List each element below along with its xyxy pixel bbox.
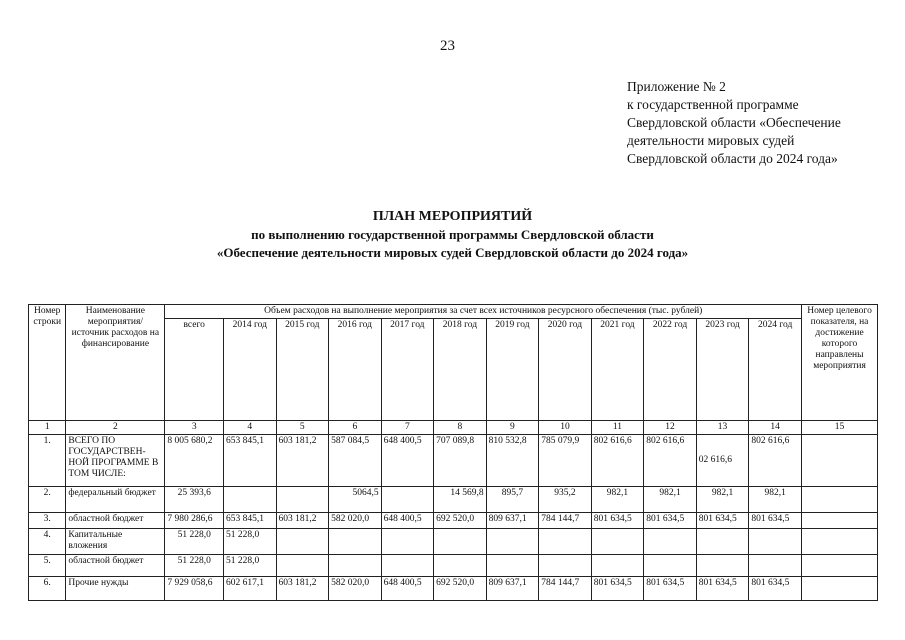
row-number: 5. xyxy=(29,555,66,577)
row-value: 14 569,8 xyxy=(434,487,487,513)
row-value xyxy=(749,555,802,577)
header-name: Наименование мероприятия/ источник расходов на финансирование xyxy=(66,305,165,421)
row-name: Прочие нужды xyxy=(66,577,165,601)
row-value: 809 637,1 xyxy=(486,577,539,601)
column-number: 15 xyxy=(802,421,878,435)
appendix-block xyxy=(627,78,841,168)
appendix-line: Свердловской области до 2024 года» xyxy=(627,151,838,166)
header-year: 2015 год xyxy=(276,319,329,421)
header-total: всего xyxy=(165,319,224,421)
row-value xyxy=(434,555,487,577)
appendix-line: Свердловской области «Обеспечение xyxy=(627,115,841,130)
row-value: 648 400,5 xyxy=(381,577,434,601)
column-number-row xyxy=(29,421,878,435)
row-value: 801 634,5 xyxy=(749,513,802,529)
header-year: 2023 год xyxy=(696,319,749,421)
header-year: 2017 год xyxy=(381,319,434,421)
row-name: ВСЕГО ПО ГОСУДАРСТВЕН-НОЙ ПРОГРАММЕ В ТОМ ЧИСЛЕ: xyxy=(66,435,165,487)
row-name: областной бюджет xyxy=(66,555,165,577)
row-value: 5064,5 xyxy=(329,487,382,513)
row-value xyxy=(486,529,539,555)
row-value: 648 400,5 xyxy=(381,435,434,487)
row-value: 801 634,5 xyxy=(644,513,697,529)
row-value: 25 393,6 xyxy=(165,487,224,513)
row-value xyxy=(381,529,434,555)
row-value: 801 634,5 xyxy=(591,513,644,529)
row-value xyxy=(276,529,329,555)
appendix-line: к государственной программе xyxy=(627,97,799,112)
row-value: 692 520,0 xyxy=(434,577,487,601)
row-value xyxy=(591,555,644,577)
row-value xyxy=(539,555,592,577)
row-value: 51 228,0 xyxy=(165,529,224,555)
row-value: 982,1 xyxy=(644,487,697,513)
row-value: 801 634,5 xyxy=(696,577,749,601)
header-year: 2016 год xyxy=(329,319,382,421)
row-target xyxy=(802,555,878,577)
column-number: 8 xyxy=(434,421,487,435)
row-value: 8 005 680,2 xyxy=(165,435,224,487)
row-value xyxy=(329,555,382,577)
row-value: 582 020,0 xyxy=(329,577,382,601)
row-number: 1. xyxy=(29,435,66,487)
row-value xyxy=(644,555,697,577)
column-number: 12 xyxy=(644,421,697,435)
row-value: 51 228,0 xyxy=(224,529,277,555)
row-value: 603 181,2 xyxy=(276,577,329,601)
header-year: 2018 год xyxy=(434,319,487,421)
row-target xyxy=(802,487,878,513)
row-value: 602 617,1 xyxy=(224,577,277,601)
column-number: 5 xyxy=(276,421,329,435)
column-number: 2 xyxy=(66,421,165,435)
row-value: 692 520,0 xyxy=(434,513,487,529)
header-year: 2021 год xyxy=(591,319,644,421)
row-value: 653 845,1 xyxy=(224,513,277,529)
row-value: 982,1 xyxy=(749,487,802,513)
row-number: 3. xyxy=(29,513,66,529)
row-number: 4. xyxy=(29,529,66,555)
row-value: 707 089,8 xyxy=(434,435,487,487)
row-value: 02 616,6 xyxy=(696,435,749,487)
header-year: 2019 год xyxy=(486,319,539,421)
header-year: 2014 год xyxy=(224,319,277,421)
column-number: 14 xyxy=(749,421,802,435)
row-value: 809 637,1 xyxy=(486,513,539,529)
row-value: 582 020,0 xyxy=(329,513,382,529)
header-target: Номер целевого показателя, на достижение которого направлены мероприятия xyxy=(802,305,878,421)
row-number: 6. xyxy=(29,577,66,601)
column-number: 3 xyxy=(165,421,224,435)
column-number: 1 xyxy=(29,421,66,435)
table-row xyxy=(29,513,878,529)
row-value: 603 181,2 xyxy=(276,513,329,529)
row-name: федеральный бюджет xyxy=(66,487,165,513)
row-value xyxy=(381,487,434,513)
column-number: 4 xyxy=(224,421,277,435)
appendix-line: деятельности мировых судей xyxy=(627,133,795,148)
row-value xyxy=(224,487,277,513)
row-value: 802 616,6 xyxy=(749,435,802,487)
header-year: 2020 год xyxy=(539,319,592,421)
row-value: 587 084,5 xyxy=(329,435,382,487)
row-value: 7 980 286,6 xyxy=(165,513,224,529)
column-number: 9 xyxy=(486,421,539,435)
column-number: 10 xyxy=(539,421,592,435)
row-value: 784 144,7 xyxy=(539,513,592,529)
appendix-line: Приложение № 2 xyxy=(627,79,726,94)
row-value xyxy=(381,555,434,577)
column-number: 13 xyxy=(696,421,749,435)
row-target xyxy=(802,435,878,487)
column-number: 7 xyxy=(381,421,434,435)
row-target xyxy=(802,513,878,529)
header-year: 2024 год xyxy=(749,319,802,421)
plan-table xyxy=(28,304,878,601)
row-value: 801 634,5 xyxy=(591,577,644,601)
table-row xyxy=(29,435,878,487)
header-volume: Объем расходов на выполнение мероприятия за счет всех источников ресурсного обеспечения (тыс. рублей) xyxy=(165,305,802,319)
row-value: 51 228,0 xyxy=(224,555,277,577)
row-value: 810 532,8 xyxy=(486,435,539,487)
row-value xyxy=(434,529,487,555)
row-value xyxy=(486,555,539,577)
row-value xyxy=(276,487,329,513)
page-number: 23 xyxy=(440,38,455,54)
column-number: 6 xyxy=(329,421,382,435)
row-value: 7 929 058,6 xyxy=(165,577,224,601)
row-value xyxy=(696,529,749,555)
row-value: 603 181,2 xyxy=(276,435,329,487)
row-value: 653 845,1 xyxy=(224,435,277,487)
row-value: 785 079,9 xyxy=(539,435,592,487)
row-value: 648 400,5 xyxy=(381,513,434,529)
row-number: 2. xyxy=(29,487,66,513)
row-target xyxy=(802,529,878,555)
row-value xyxy=(276,555,329,577)
row-value: 801 634,5 xyxy=(644,577,697,601)
row-value: 801 634,5 xyxy=(696,513,749,529)
table-row xyxy=(29,577,878,601)
row-value xyxy=(644,529,697,555)
row-value: 801 634,5 xyxy=(749,577,802,601)
plan-subtitle: по выполнению государственной программы Свердловской области xyxy=(251,227,654,242)
row-value xyxy=(539,529,592,555)
row-value: 802 616,6 xyxy=(591,435,644,487)
row-value: 935,2 xyxy=(539,487,592,513)
row-value: 784 144,7 xyxy=(539,577,592,601)
table-row xyxy=(29,555,878,577)
row-target xyxy=(802,577,878,601)
plan-program-name: «Обеспечение деятельности мировых судей Свердловской области до 2024 года» xyxy=(216,245,689,260)
row-name: областной бюджет xyxy=(66,513,165,529)
header-year: 2022 год xyxy=(644,319,697,421)
row-value: 982,1 xyxy=(696,487,749,513)
row-value xyxy=(329,529,382,555)
row-value xyxy=(749,529,802,555)
table-row xyxy=(29,529,878,555)
header-row-number: Номер строки xyxy=(29,305,66,421)
plan-title: ПЛАН МЕРОПРИЯТИЙ xyxy=(372,209,533,224)
row-value xyxy=(591,529,644,555)
row-value: 802 616,6 xyxy=(644,435,697,487)
row-value xyxy=(696,555,749,577)
row-value: 982,1 xyxy=(591,487,644,513)
row-value: 895,7 xyxy=(486,487,539,513)
row-name: Капитальные вложения xyxy=(66,529,165,555)
column-number: 11 xyxy=(591,421,644,435)
row-value: 51 228,0 xyxy=(165,555,224,577)
table-row xyxy=(29,487,878,513)
